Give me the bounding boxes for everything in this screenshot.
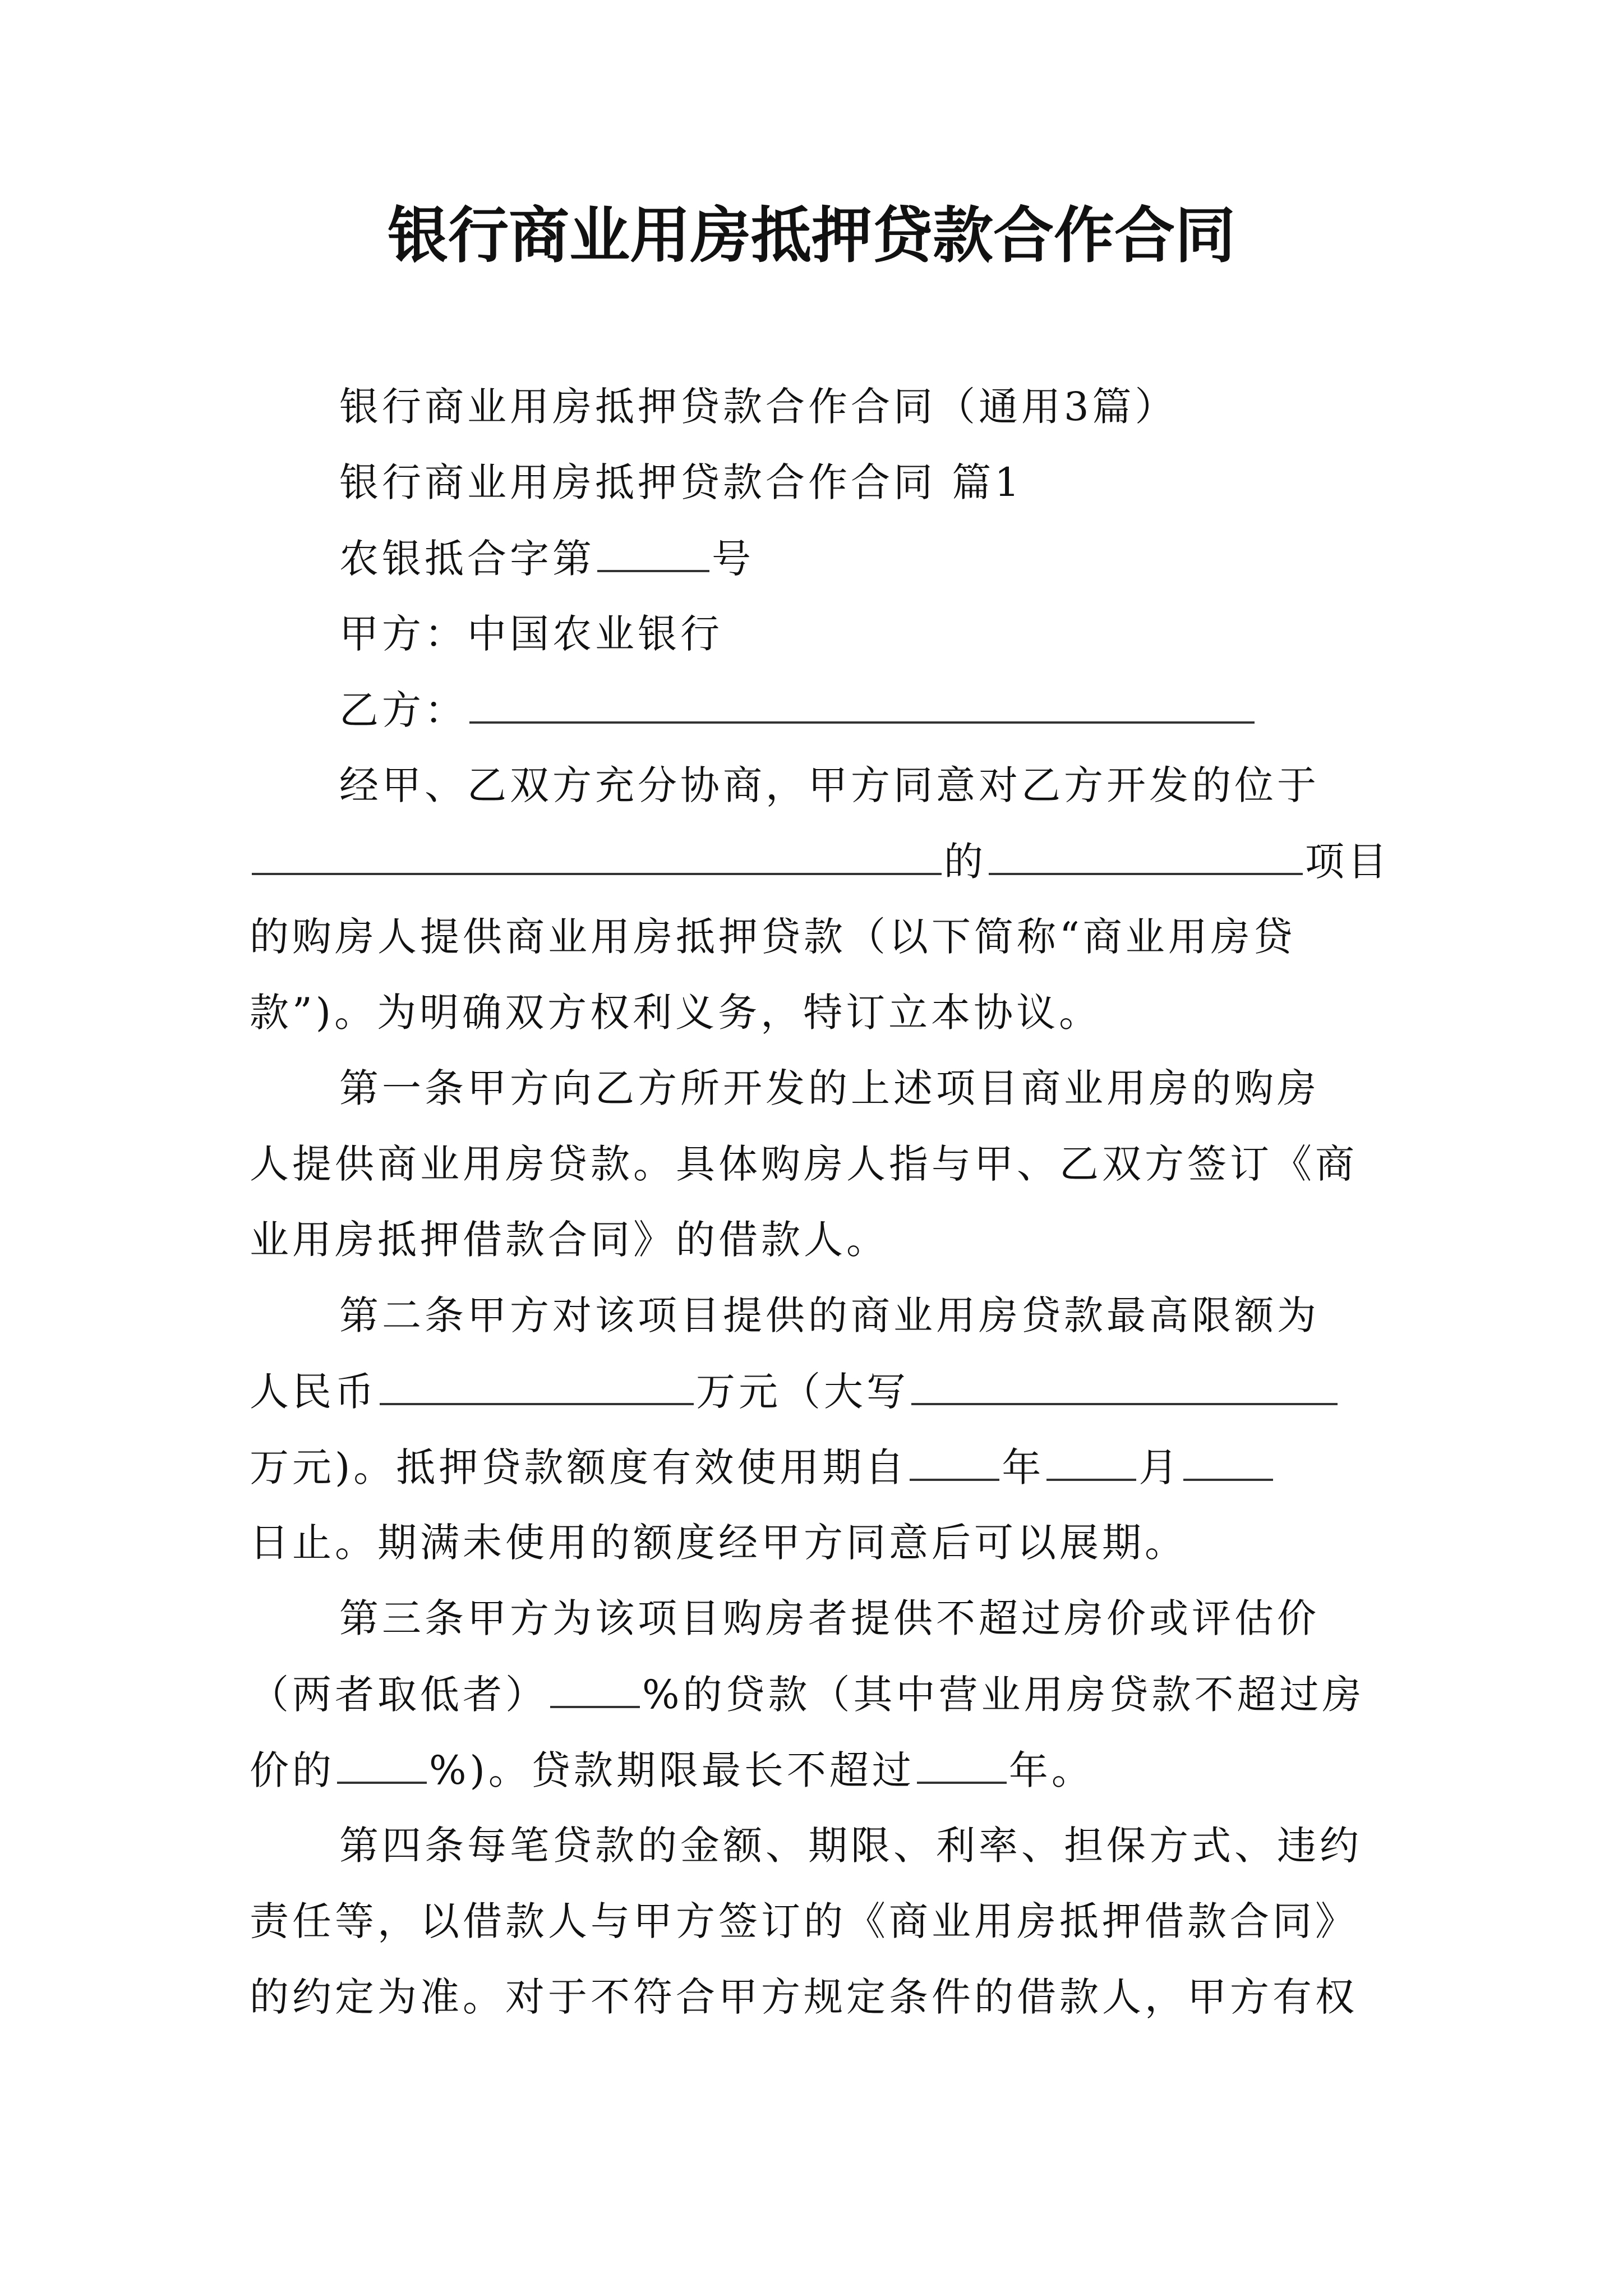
article3-line3 xyxy=(250,1745,1395,1796)
lower-of-two-label: （两者取低者） xyxy=(250,1672,548,1718)
party-a: 甲方：中国农业银行 xyxy=(339,611,723,657)
location-blank xyxy=(252,836,942,875)
business-percent-blank xyxy=(337,1745,427,1784)
validity-label: 万元)。抵押贷款额度有效使用期自 xyxy=(250,1444,908,1490)
contract-no-blank xyxy=(597,533,709,572)
para1-line1: 经甲、乙双方充分协商，甲方同意对乙方开发的位于 xyxy=(339,762,1320,808)
year-blank xyxy=(910,1442,999,1481)
month-blank xyxy=(1046,1442,1136,1481)
article1-line3: 业用房抵押借款合同》的借款人。 xyxy=(250,1217,889,1263)
rmb-label: 人民币 xyxy=(250,1369,377,1415)
para1-project: 项目 xyxy=(1305,839,1390,885)
subtitle: 银行商业用房抵押贷款合作合同（通用3篇） xyxy=(339,384,1178,430)
contract-no-prefix: 农银抵合字第 xyxy=(339,536,595,582)
day-blank xyxy=(1183,1442,1273,1481)
loan-percent-label: %的贷款（其中营业用房贷款不超过房 xyxy=(642,1672,1365,1718)
article4-line1: 第四条每笔贷款的金额、期限、利率、担保方式、违约 xyxy=(339,1823,1362,1869)
party-b-line xyxy=(339,684,1395,735)
contract-number xyxy=(339,533,1395,584)
para1-line3: 的购房人提供商业用房抵押贷款（以下简称“商业用房贷 xyxy=(250,914,1296,960)
year-label: 年 xyxy=(1002,1444,1045,1490)
years-label: 年。 xyxy=(1008,1747,1094,1793)
para1-line2 xyxy=(250,836,1395,887)
wan-yuan-label: 万元（大写 xyxy=(696,1369,909,1415)
section-heading: 银行商业用房抵押贷款合作合同 篇1 xyxy=(339,459,1023,505)
article3-line2 xyxy=(250,1669,1395,1720)
article3-line1: 第三条甲方为该项目购房者提供不超过房价或评估价 xyxy=(339,1595,1320,1641)
term-label: %)。贷款期限最长不超过 xyxy=(429,1747,915,1793)
article4-line3: 的约定为准。对于不符合甲方规定条件的借款人，甲方有权 xyxy=(250,1974,1358,2020)
article4-line2: 责任等，以借款人与甲方签订的《商业用房抵押借款合同》 xyxy=(250,1898,1358,1944)
term-years-blank xyxy=(917,1745,1007,1784)
price-of-label: 价的 xyxy=(250,1747,335,1793)
project-blank xyxy=(989,836,1303,875)
article2-line1: 第二条甲方对该项目提供的商业用房贷款最高限额为 xyxy=(339,1292,1320,1338)
party-b-label: 乙方： xyxy=(339,687,467,733)
amount-uppercase-blank xyxy=(911,1366,1338,1405)
para1-de: 的 xyxy=(944,839,986,885)
loan-percent-blank xyxy=(550,1669,640,1708)
para1-line4: 款”)。为明确双方权利义务，特订立本协议。 xyxy=(250,990,1102,1036)
article2-line3 xyxy=(250,1442,1395,1493)
party-b-blank xyxy=(469,684,1255,724)
contract-no-suffix: 号 xyxy=(712,536,754,582)
month-label: 月 xyxy=(1138,1444,1182,1490)
document-title: 银行商业用房抵押贷款合作合同 xyxy=(387,200,1235,271)
article1-line1: 第一条甲方向乙方所开发的上述项目商业用房的购房 xyxy=(339,1065,1320,1111)
amount-blank xyxy=(380,1366,694,1405)
article1-line2: 人提供商业用房贷款。具体购房人指与甲、乙双方签订《商 xyxy=(250,1141,1358,1187)
article2-line2 xyxy=(250,1366,1395,1417)
article2-line4: 日止。期满未使用的额度经甲方同意后可以展期。 xyxy=(250,1520,1187,1566)
